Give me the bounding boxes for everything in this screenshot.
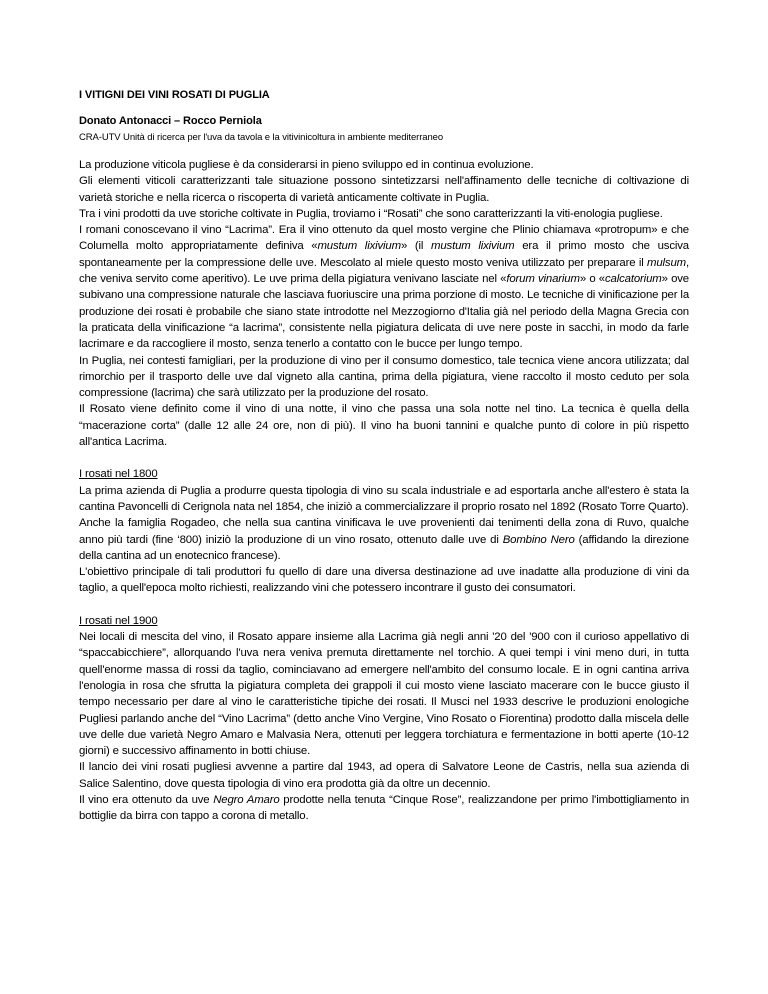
- intro-paragraph-3: Tra i vini prodotti da uve storiche coltivate in Puglia, troviamo i “Rosati” che sono caratterizzanti la viti-enologia pugliese.: [79, 207, 663, 220]
- text-run: (affidando la direzione della cantina ad un enotecnico francese).: [79, 533, 689, 562]
- document-affiliation: CRA-UTV Unità di ricerca per l'uva da tavola e la vitivinicoltura in ambiente mediterraneo: [79, 132, 444, 143]
- section-1900-paragraph-1: Nei locali di mescita del vino, il Rosato appare insieme alla Lacrima già negli anni '20 del '900 con il curioso appellativo di “spaccabicchiere”, allorquando l'uva nera veniva premuta direttamente nel torchio. A quei tempi i vini meno duri, in tutta quell'enorme massa di rossi da taglio, cominciavano ad emergere nell'ambito del consumo locale. E in ogni cantina arriva l'enologia in rosa che sfrutta la pigiatura completa dei grappoli il cui mosto viene lasciato macerare con le bucce giusto il tempo necessario per dare al vino le caratteristiche tipiche dei rosati. Il Musci nel 1933 descrive le produzioni enologiche Pugliesi parlando anche del “Vino Lacrima” (detto anche Vino Vergine, Vino Rosato o Fiorentina) prodotto dalla miscela delle uve delle due varietà Negro Amaro e Malvasia Nera, ottenuti per leggera torchiatura e fermentazione in botti aperte (10-12 giorni) e successivo affinamento in botti chiuse.: [79, 631, 689, 758]
- intro-paragraph-1: La produzione viticola pugliese è da considerarsi in pieno sviluppo ed in continua evoluzione.: [79, 159, 534, 171]
- section-heading-1800: I rosati nel 1800: [79, 468, 158, 481]
- italic-term: forum vinarium: [506, 273, 580, 286]
- section-heading-1900: I rosati nel 1900: [79, 614, 158, 627]
- text-run: » ove subivano una compressione naturale che lasciava fuoriuscire una prima porzione di mosto. Le tecniche di vinificazione per la produzione dei rosati è probabile che siano state introdotte nel Mezzogiorno d'Italia già nel periodo della Magna Grecia con la praticata della vinificazione “a lacrima”, consistente nella pigiatura delicata di uve nere poste in sacchi, in modo da farle lacrimare e da raccogliere il mosto, senza tenerlo a contatto con le bucce per lungo tempo.: [79, 273, 689, 351]
- section-1800-paragraph-1: La prima azienda di Puglia a produrre questa tipologia di vino su scala industriale e ad esportarla anche all'estero è stata la cantina Pavoncelli di Cerignola nata nel 1854, che iniziò a commercializzare il proprio rosato nel 1892 (Rosato Torre Quarto).: [79, 484, 689, 513]
- italic-term: mustum lixivium: [317, 240, 401, 253]
- text-run: Il vino era ottenuto da uve: [79, 793, 214, 806]
- section-1800-paragraph-3: L'obiettivo principale di tali produttori fu quello di dare una diversa destinazione ad uve inadatte alla produzione di vini da taglio, a quell'epoca molto richiesti, realizzando vini che potessero incontrare il gusto dei consumatori.: [79, 566, 689, 595]
- intro-paragraph-5: In Puglia, nei contesti famigliari, per la produzione di vino per il consumo domestico, tale tecnica viene ancora utilizzata; dal rimorchio per il trasporto delle uve dal vigneto alla cantina, prima della pigiatura, viene raccolto il mosto ceduto per sola compressione (lacrima) che sarà utilizzato per la produzione del rosato.: [79, 354, 689, 400]
- italic-term: Bombino Nero: [502, 533, 575, 546]
- text-run: prodotte nella tenuta “Cinque Rose”, realizzandone per primo l'imbottigliamento in bottiglie da birra con tappo a corona di metallo.: [79, 793, 690, 823]
- intro-paragraph-2: Gli elementi viticoli caratterizzanti tale situazione possono sintetizzarsi nell'affinamento delle tecniche di coltivazione di varietà storiche e nella ricerca o riscoperta di varietà anticamente coltivate in Puglia.: [79, 175, 689, 204]
- document-content: [79, 88, 689, 825]
- text-run: » (il: [400, 240, 432, 253]
- section-1900-paragraph-2: Il lancio dei vini rosati pugliesi avvenne a partire dal 1943, ad opera di Salvatore Leone de Castris, nella sua azienda di Salice Salentino, dove questa tipologia di vino era prodotta già da oltre un decennio.: [79, 761, 689, 790]
- italic-term: calcatorium: [605, 273, 662, 286]
- intro-section: [79, 157, 689, 450]
- italic-term: Negro Amaro: [213, 793, 280, 806]
- text-run: era il primo mosto che usciva spontaneamente per la compressione delle uve. Mescolato al miele questo mosto veniva utilizzato per preparare il: [79, 240, 689, 269]
- text-run: » o «: [579, 273, 605, 286]
- document-title: I VITIGNI DEI VINI ROSATI DI PUGLIA: [79, 89, 270, 101]
- intro-paragraph-4: [79, 222, 689, 352]
- section-1800-paragraph-2: [79, 515, 689, 564]
- section-1900-paragraph-3: [79, 792, 689, 825]
- text-run: I romani conoscevano il vino “Lacrima”. Era il vino ottenuto da quel mosto vergine che Plinio chiamava «protropum» e che Columella molto appropriatamente definiva «: [79, 224, 689, 253]
- intro-paragraph-6: Il Rosato viene definito come il vino di una notte, il vino che passa una sola notte nel tino. La tecnica è quella della “macerazione corta” (dalle 12 alle 24 ore, non di più). Il vino ha buoni tannini e qualche punto di colore in più rispetto all'antica Lacrima.: [79, 403, 689, 449]
- document-authors: Donato Antonacci – Rocco Perniola: [79, 115, 262, 127]
- italic-term: mulsum: [647, 256, 686, 269]
- section-1800: [79, 466, 689, 596]
- text-run: , che veniva servito come aperitivo). Le uve prima della pigiatura venivano lasciate nel «: [79, 256, 689, 286]
- section-1900: [79, 613, 689, 825]
- italic-term: mustum lixivium: [431, 240, 515, 253]
- text-run: Anche la famiglia Rogadeo, che nella sua cantina vinificava le uve provenienti dai tenimenti della zona di Ruvo, qualche anno più tardi (fine ‘800) iniziò la produzione di un vino rosato, ottenuto dalle uve di: [79, 517, 689, 546]
